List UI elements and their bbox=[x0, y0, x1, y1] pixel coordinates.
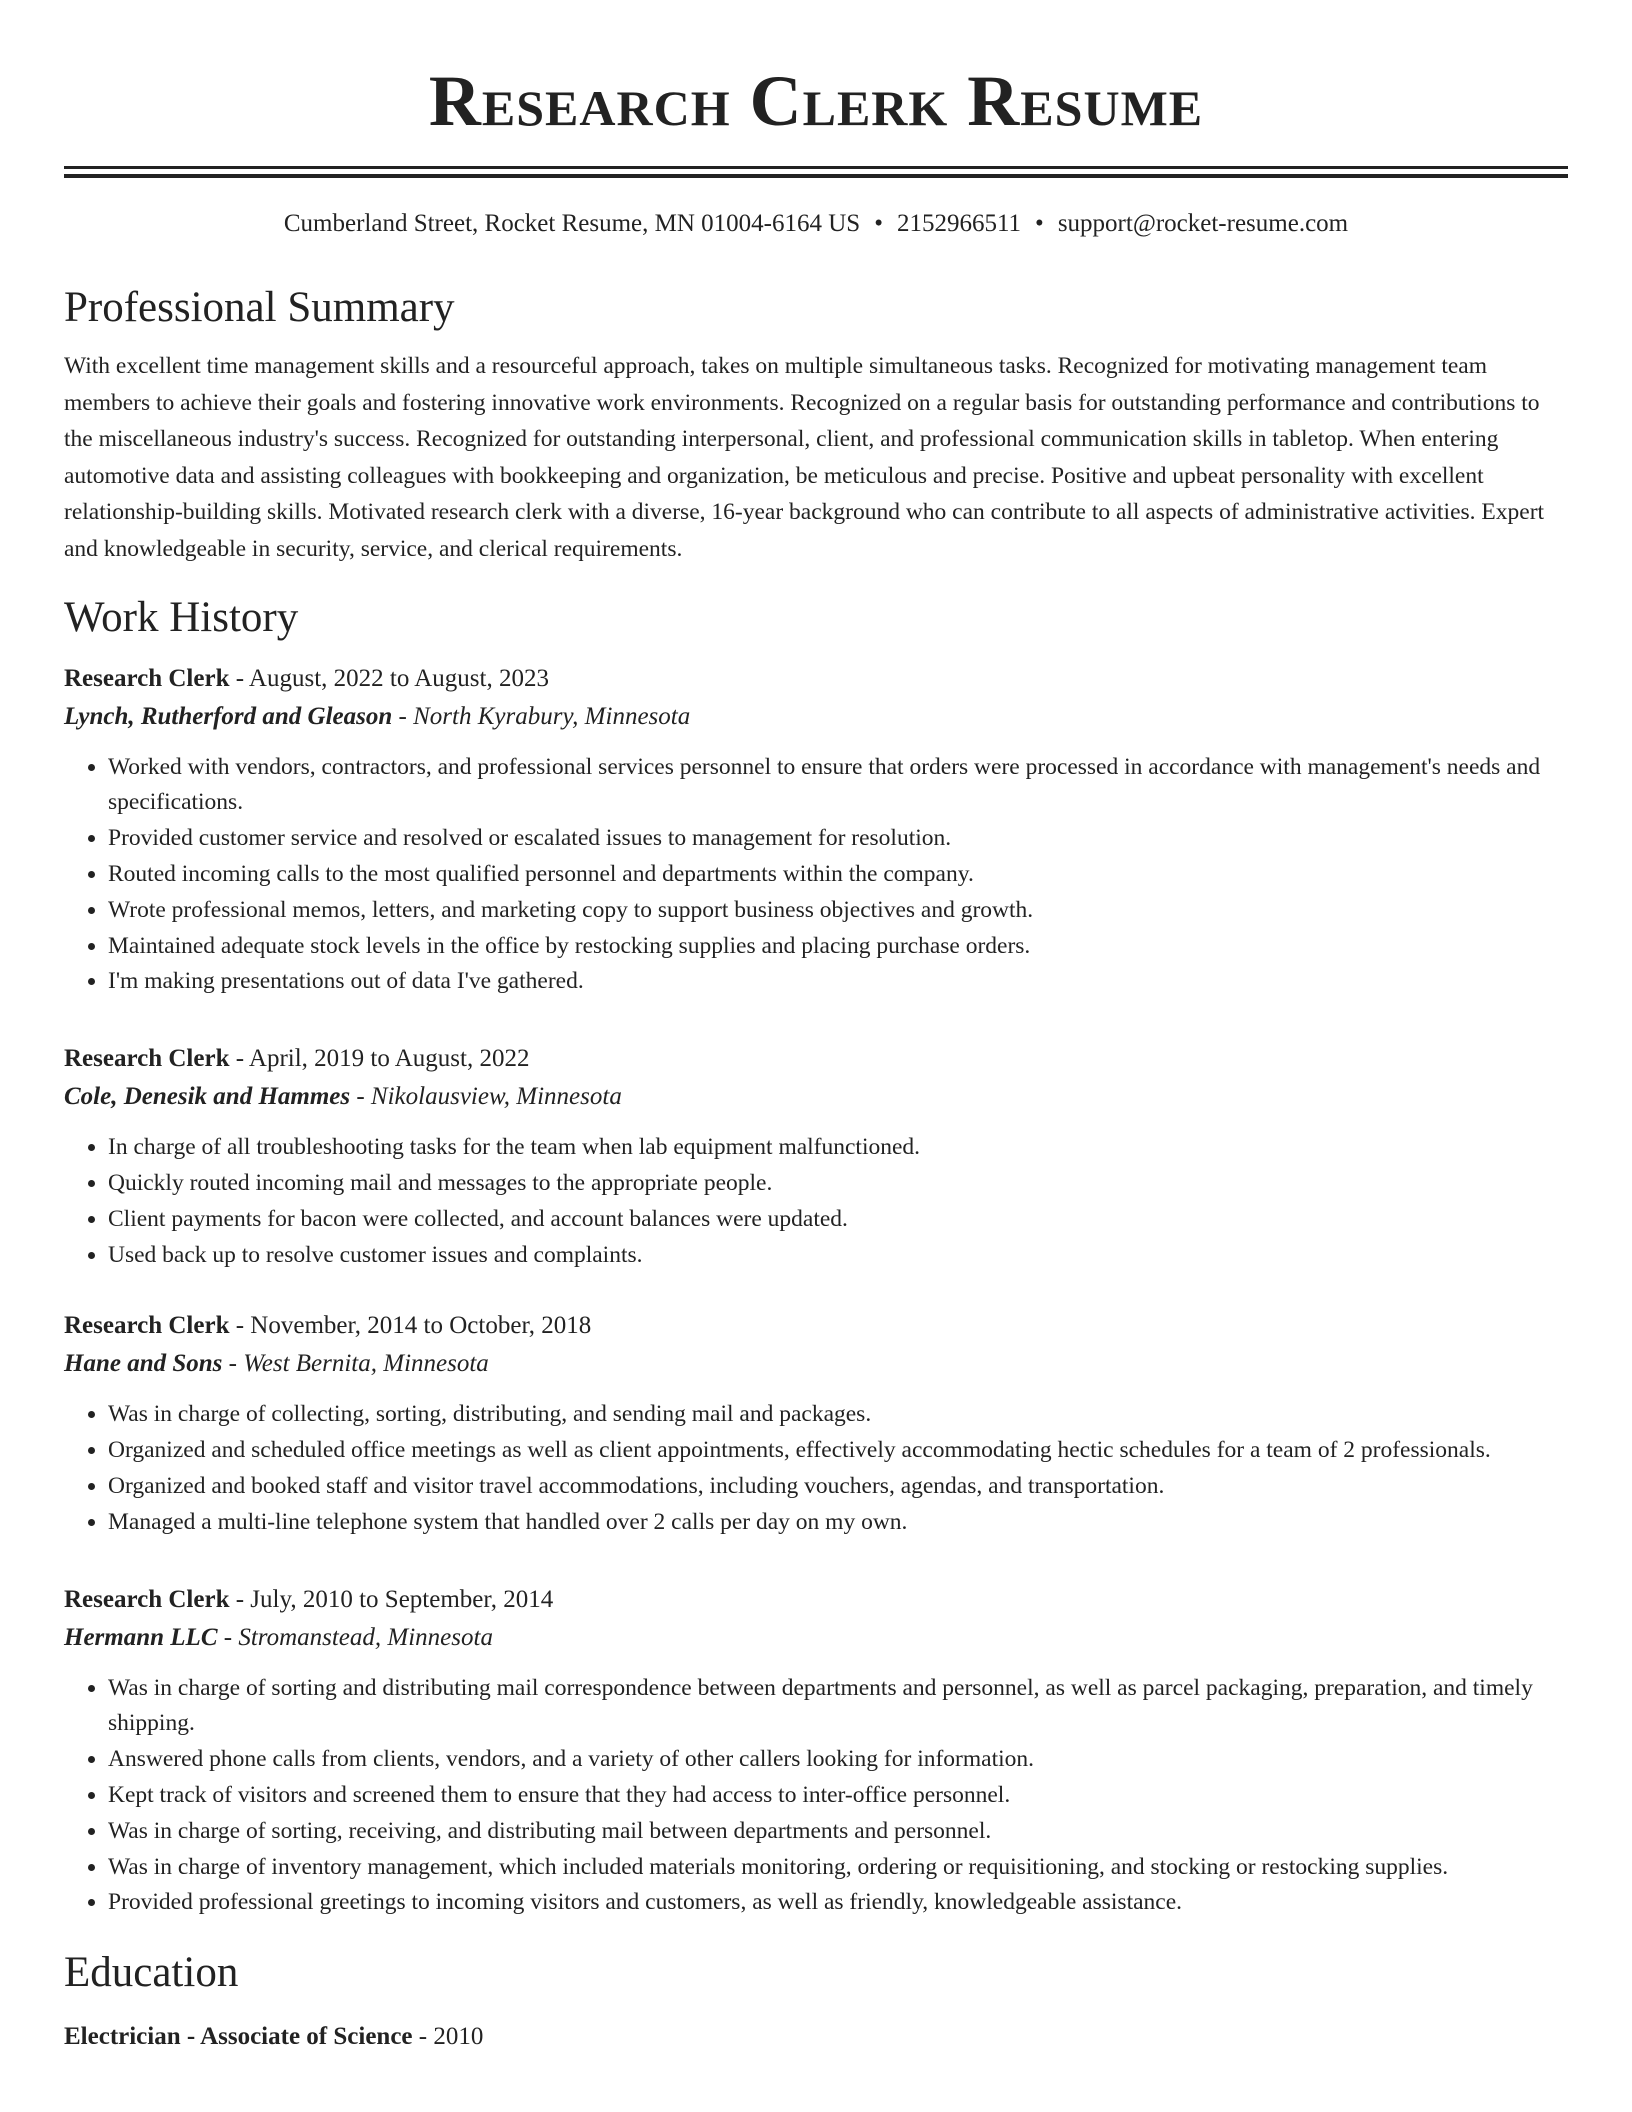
list-item: • Provided customer service and resolved or escalated issues to management for resolution. bbox=[108, 821, 1568, 857]
contact-separator: • bbox=[1035, 210, 1044, 237]
job-title-line bbox=[64, 1581, 1568, 1619]
job-title-line bbox=[64, 1040, 1568, 1078]
list-item: • Was in charge of sorting, receiving, and distributing mail between departments and personnel. bbox=[108, 1814, 1568, 1850]
job-company-line bbox=[64, 1078, 1568, 1116]
job-company-line bbox=[64, 1345, 1568, 1383]
list-item: • Client payments for bacon were collected, and account balances were updated. bbox=[108, 1202, 1568, 1238]
job-company: Lynch, Rutherford and Gleason bbox=[64, 702, 393, 730]
section-heading-work-history: Work History bbox=[64, 593, 299, 641]
job-location: - Stromanstead, Minnesota bbox=[217, 1623, 493, 1651]
contact-address: Cumberland Street, Rocket Resume, MN 01004-6164 US bbox=[283, 210, 861, 237]
job-title: Research Clerk bbox=[64, 1585, 230, 1613]
list-item: • Used back up to resolve customer issues and complaints. bbox=[108, 1238, 1568, 1274]
job-entry bbox=[64, 1307, 1568, 1540]
job-company: Cole, Denesik and Hammes bbox=[64, 1083, 351, 1111]
list-item: • Was in charge of collecting, sorting, distributing, and sending mail and packages. bbox=[108, 1397, 1568, 1433]
job-location: - West Bernita, Minnesota bbox=[222, 1350, 489, 1378]
job-duties-list bbox=[64, 1130, 1568, 1273]
list-item: • Organized and booked staff and visitor travel accommodations, including vouchers, agendas, and transportation. bbox=[108, 1469, 1568, 1505]
resume-title: Research Clerk Resume bbox=[428, 61, 1204, 141]
job-title: Research Clerk bbox=[64, 664, 230, 692]
contact-separator: • bbox=[874, 210, 883, 237]
job-company-line bbox=[64, 1619, 1568, 1657]
job-company: Hane and Sons bbox=[64, 1350, 223, 1378]
job-location: - North Kyrabury, Minnesota bbox=[392, 702, 691, 730]
education-degree: Electrician - Associate of Science bbox=[64, 2023, 413, 2051]
list-item: • Wrote professional memos, letters, and marketing copy to support business objectives and growth. bbox=[108, 893, 1568, 929]
title-divider-top bbox=[64, 166, 1568, 169]
resume-page bbox=[64, 0, 1568, 2055]
contact-line bbox=[64, 208, 1568, 240]
job-entry bbox=[64, 660, 1568, 1001]
list-item: • In charge of all troubleshooting tasks for the team when lab equipment malfunctioned. bbox=[108, 1130, 1568, 1166]
contact-phone: 2152966511 bbox=[896, 210, 1022, 237]
job-title: Research Clerk bbox=[64, 1312, 230, 1340]
list-item: • Answered phone calls from clients, vendors, and a variety of other callers looking for information. bbox=[108, 1742, 1568, 1778]
list-item: • Maintained adequate stock levels in the office by restocking supplies and placing purchase orders. bbox=[108, 929, 1568, 965]
section-heading-education: Education bbox=[64, 1949, 239, 1997]
job-title-line bbox=[64, 660, 1568, 698]
section-heading-summary: Professional Summary bbox=[64, 284, 455, 331]
job-duties-list bbox=[64, 1671, 1568, 1922]
list-item: • Worked with vendors, contractors, and professional services personnel to ensure that orders were processed in accordance with management's needs and specifications. bbox=[108, 750, 1568, 822]
list-item: • Routed incoming calls to the most qualified personnel and departments within the company. bbox=[108, 857, 1568, 893]
job-title: Research Clerk bbox=[64, 1045, 230, 1073]
list-item: • Provided professional greetings to incoming visitors and customers, as well as friendly, knowledgeable assistance. bbox=[108, 1885, 1568, 1921]
job-dates: - July, 2010 to September, 2014 bbox=[229, 1585, 554, 1613]
job-duties-list bbox=[64, 750, 1568, 1001]
list-item: • Organized and scheduled office meetings as well as client appointments, effectively accommodating hectic schedules for a team of 2 professionals. bbox=[108, 1433, 1568, 1469]
list-item: • Quickly routed incoming mail and messages to the appropriate people. bbox=[108, 1166, 1568, 1202]
list-item: • I'm making presentations out of data I've gathered. bbox=[108, 964, 1568, 1000]
job-dates: - April, 2019 to August, 2022 bbox=[229, 1045, 530, 1073]
title-divider-bottom bbox=[64, 174, 1568, 178]
job-duties-list bbox=[64, 1397, 1568, 1540]
job-title-line bbox=[64, 1307, 1568, 1345]
job-company-line bbox=[64, 698, 1568, 736]
job-entry bbox=[64, 1581, 1568, 1922]
job-location: - Nikolausview, Minnesota bbox=[350, 1083, 622, 1111]
list-item: • Managed a multi-line telephone system that handled over 2 calls per day on my own. bbox=[108, 1505, 1568, 1541]
education-year: - 2010 bbox=[412, 2023, 484, 2051]
job-entry bbox=[64, 1040, 1568, 1273]
education-entry bbox=[64, 2019, 1568, 2055]
job-dates: - November, 2014 to October, 2018 bbox=[229, 1312, 592, 1340]
job-dates: - August, 2022 to August, 2023 bbox=[229, 664, 549, 692]
list-item: • Was in charge of sorting and distributing mail correspondence between departments and personnel, as well as parcel packaging, preparation, and timely shipping. bbox=[108, 1671, 1568, 1743]
summary-text: With excellent time management skills and a resourceful approach, takes on multiple simultaneous tasks. Recognized for motivating management team members to achieve their goals and fostering innovative work environments. Recognized on a regular basis for outstanding performance and contributions to the miscellaneous industry's success. Recognized for outstanding interpersonal, client, and professional communication skills in tabletop. When entering automotive data and assisting colleagues with bookkeeping and organization, be meticulous and precise. Positive and upbeat personality with excellent relationship-building skills. Motivated research clerk with a diverse, 16-year background who can contribute to all aspects of administrative activities. Expert and knowledgeable in security, service, and clerical requirements. bbox=[64, 353, 1545, 562]
list-item: • Was in charge of inventory management, which included materials monitoring, ordering or requisitioning, and stocking or restocking supplies. bbox=[108, 1850, 1568, 1886]
contact-email: support@rocket-resume.com bbox=[1057, 210, 1349, 237]
job-company: Hermann LLC bbox=[64, 1623, 218, 1651]
list-item: • Kept track of visitors and screened them to ensure that they had access to inter-office personnel. bbox=[108, 1778, 1568, 1814]
